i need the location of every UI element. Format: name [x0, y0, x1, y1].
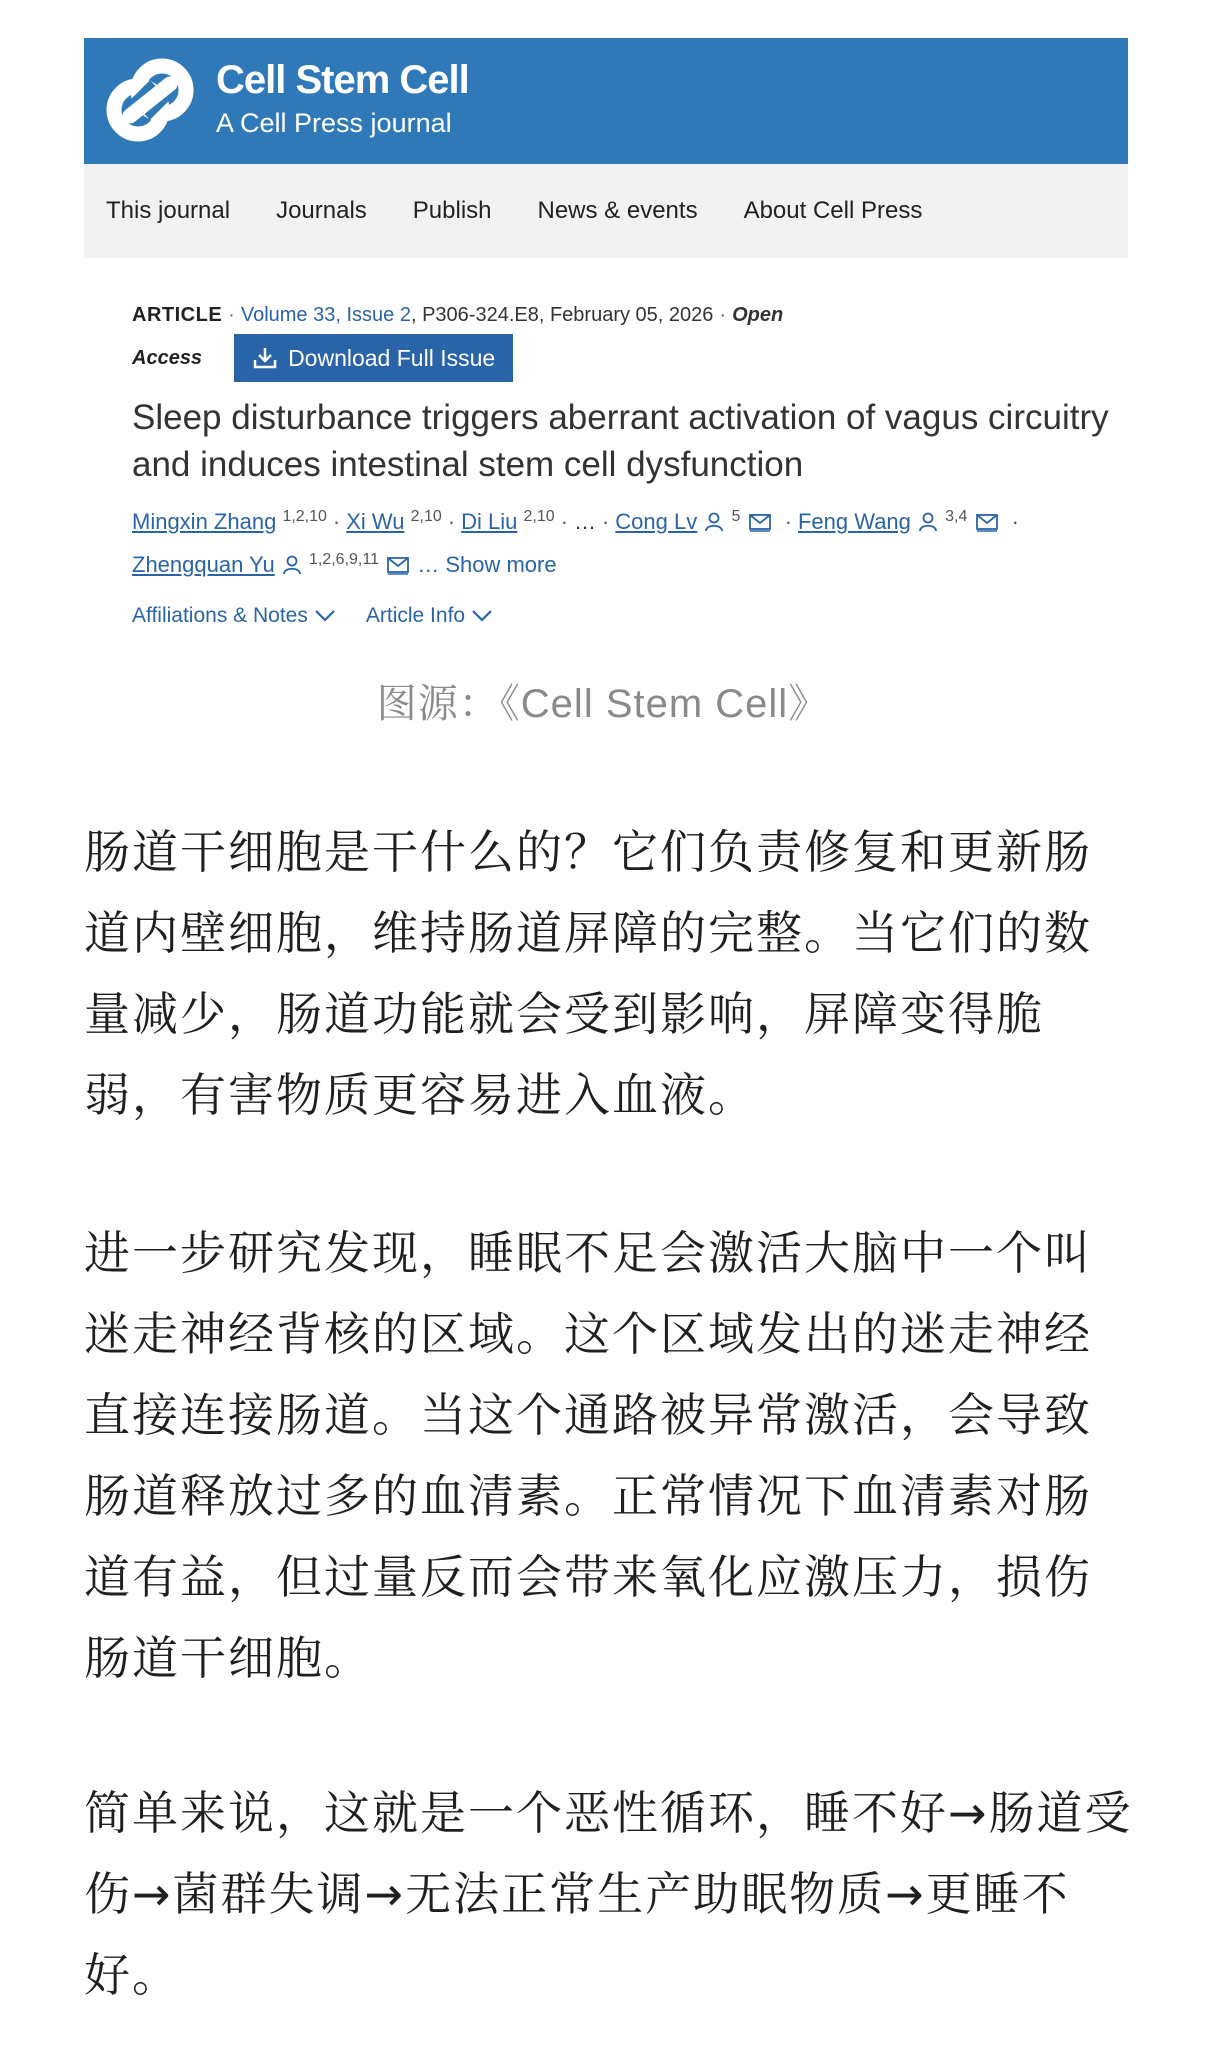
author-cong-lv[interactable]: Cong Lv: [615, 509, 698, 534]
author-sup: 1,2,10: [282, 508, 327, 525]
author-sup: 2,10: [410, 508, 442, 525]
journal-title: Cell Stem Cell: [216, 58, 469, 102]
article-meta: ARTICLE · Volume 33, Issue 2, P306-324.E8, February 05, 2026 · Open: [132, 304, 784, 326]
author-di-liu[interactable]: Di Liu: [461, 509, 518, 534]
show-more-link[interactable]: … Show more: [417, 552, 557, 577]
journal-screenshot: [84, 38, 1128, 628]
author-zhengquan-yu[interactable]: Zhengquan Yu: [132, 552, 275, 577]
image-caption: 图源：《Cell Stem Cell》: [376, 682, 830, 726]
email-icon[interactable]: [976, 514, 998, 532]
article-header: [84, 258, 1128, 628]
access-row: [132, 334, 1128, 382]
author-sup: 3,4: [945, 508, 968, 525]
author-feng-wang[interactable]: Feng Wang: [797, 509, 911, 534]
author-sup: 1,2,6,9,11: [308, 551, 379, 568]
affiliations-notes-toggle[interactable]: [132, 604, 336, 628]
download-label: Download Full Issue: [288, 344, 496, 371]
nav-news-events[interactable]: News & events: [537, 197, 698, 224]
body-paragraph-1: 肠道干细胞是干什么的？它们负责修复和更新肠道内壁细胞，维持肠道屏障的完整。当它们的数量减少，肠道功能就会受到影响，屏障变得脆弱，有害物质更容易进入血液。: [84, 825, 1092, 1122]
author-ellipsis: …: [573, 509, 596, 534]
author-mingxin-zhang[interactable]: Mingxin Zhang: [132, 509, 277, 534]
open-label: Open: [732, 304, 784, 326]
journal-nav: [84, 164, 1128, 258]
nav-this-journal[interactable]: This journal: [106, 197, 231, 224]
email-icon[interactable]: [387, 557, 409, 575]
author-xi-wu[interactable]: Xi Wu: [346, 509, 405, 534]
author-sup: 2,10: [523, 508, 555, 525]
nav-journals[interactable]: Journals: [276, 197, 367, 224]
article-volume-link[interactable]: Volume 33, Issue 2: [240, 304, 411, 326]
download-full-issue-button[interactable]: [234, 334, 513, 382]
cell-press-logo-icon: [106, 56, 194, 144]
access-label: Access: [132, 346, 203, 369]
article-info-label: Article Info: [365, 604, 466, 627]
article-pages-date: P306-324.E8, February 05, 2026: [422, 304, 714, 326]
article-info-toggle[interactable]: [366, 604, 493, 628]
nav-publish[interactable]: Publish: [412, 197, 492, 224]
person-icon: [705, 512, 723, 532]
person-icon: [919, 512, 937, 532]
journal-brand[interactable]: [216, 56, 469, 140]
author-sup: 5: [731, 508, 741, 525]
journal-banner: [84, 38, 1128, 164]
body-paragraph-3: 简单来说，这就是一个恶性循环，睡不好→肠道受伤→菌群失调→无法正常生产助眠物质→更睡不好。: [84, 1786, 1133, 2002]
author-list: Mingxin Zhang $^{1,2,10}$ · Xi Wu $^{2,10}$ · Di Liu $^{2,10}$ · … · Cong Lv $^5$ · Feng Wang $^{3,4}$ · Zhengquan Yu $^{1,2,6,9,11}$ … Show more: [132, 508, 1019, 577]
body-paragraph-2: 进一步研究发现，睡眠不足会激活大脑中一个叫迷走神经背核的区域。这个区域发出的迷走神经直接连接肠道。当这个通路被异常激活，会导致肠道释放过多的血清素。正常情况下血清素对肠道有益，但过量反而会带来氧化应激压力，损伤肠道干细胞。: [84, 1226, 1092, 1685]
nav-about-cell-press[interactable]: About Cell Press: [743, 197, 923, 224]
article-info-row: [132, 604, 1128, 628]
article-kind: ARTICLE: [132, 304, 223, 326]
download-icon: [252, 346, 278, 370]
email-icon[interactable]: [749, 514, 771, 532]
affiliations-label: Affiliations & Notes: [132, 604, 308, 627]
article-title: Sleep disturbance triggers aberrant activation of vagus circuitry and induces intestinal stem cell dysfunction: [132, 398, 1109, 484]
person-icon: [283, 555, 301, 575]
journal-subtitle: A Cell Press journal: [216, 108, 452, 138]
chevron-down-icon: [471, 609, 493, 623]
chevron-down-icon: [314, 609, 336, 623]
